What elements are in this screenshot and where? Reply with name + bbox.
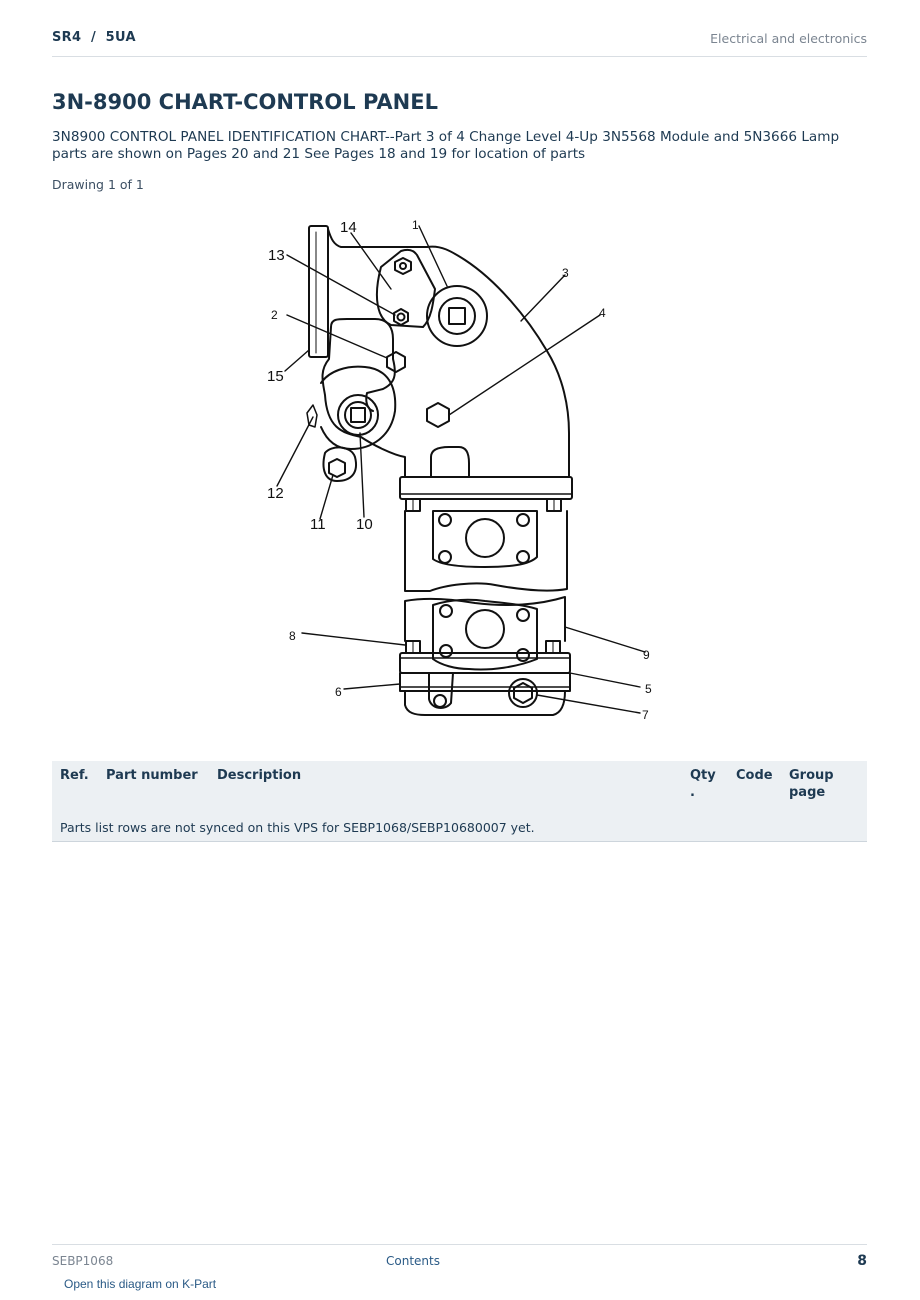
parts-table-header: [52, 761, 867, 807]
boss-1-outer: [427, 286, 487, 346]
callout-14: 14: [340, 219, 357, 236]
callout-10: 10: [356, 516, 373, 533]
callout-3: 3: [562, 266, 569, 280]
callout-6: 6: [335, 685, 342, 699]
doc-id: SEBP1068: [52, 1254, 114, 1268]
callout-4: 4: [599, 306, 606, 320]
kpart-link[interactable]: Open this diagram on K-Part: [64, 1277, 217, 1291]
page-number: 8: [857, 1253, 867, 1269]
page-header: [52, 28, 867, 57]
bolt-14: [395, 258, 411, 274]
nut-7: [514, 683, 532, 703]
callout-13: 13: [268, 247, 285, 264]
parts-diagram: [255, 205, 675, 735]
drawing-label: Drawing 1 of 1: [52, 177, 144, 192]
callout-2: 2: [271, 308, 278, 322]
cover-boss: [431, 447, 469, 477]
callout-15: 15: [267, 368, 284, 385]
nut-11: [329, 459, 345, 477]
col-description: Description: [217, 768, 302, 783]
section-label: Electrical and electronics: [710, 31, 867, 46]
nut-4: [427, 403, 449, 427]
callout-11: 11: [310, 516, 326, 533]
empty-table-message: Parts list rows are not synced on this VPS for SEBP1068/SEBP10680007 yet.: [60, 820, 535, 835]
mounting-bracket: [309, 226, 328, 357]
callout-8: 8: [289, 629, 296, 643]
nut-2: [387, 352, 405, 372]
housing-band: [400, 477, 572, 499]
contents-link[interactable]: Contents: [386, 1254, 440, 1268]
bolt-13: [394, 309, 408, 325]
page-description: 3N8900 CONTROL PANEL IDENTIFICATION CHART--Part 3 of 4 Change Level 4-Up 3N5568 Module and 5N3666 Lamp parts are shown on Pages 20 and 21 See Pages 18 and 19 for location of parts: [52, 129, 840, 162]
col-part-number: Part number: [106, 768, 198, 783]
callout-7: 7: [642, 708, 649, 722]
table-row: [52, 807, 867, 842]
callout-1: 1: [412, 218, 419, 232]
col-code: Code: [736, 768, 773, 783]
col-ref: Ref.: [60, 768, 89, 783]
callout-9: 9: [643, 648, 650, 662]
callout-5: 5: [645, 682, 652, 696]
col-group-page: Group page: [789, 768, 834, 800]
upper-flange: [405, 511, 567, 591]
clip-12: [307, 405, 317, 427]
col-qty: Qty .: [690, 768, 716, 800]
housing-outline: [323, 229, 570, 477]
parts-table: [52, 761, 867, 842]
lower-flange: [405, 597, 565, 641]
page-title: 3N-8900 CHART-CONTROL PANEL: [52, 90, 438, 114]
callout-12: 12: [267, 485, 284, 502]
model-label: SR4 / 5UA: [52, 30, 136, 45]
